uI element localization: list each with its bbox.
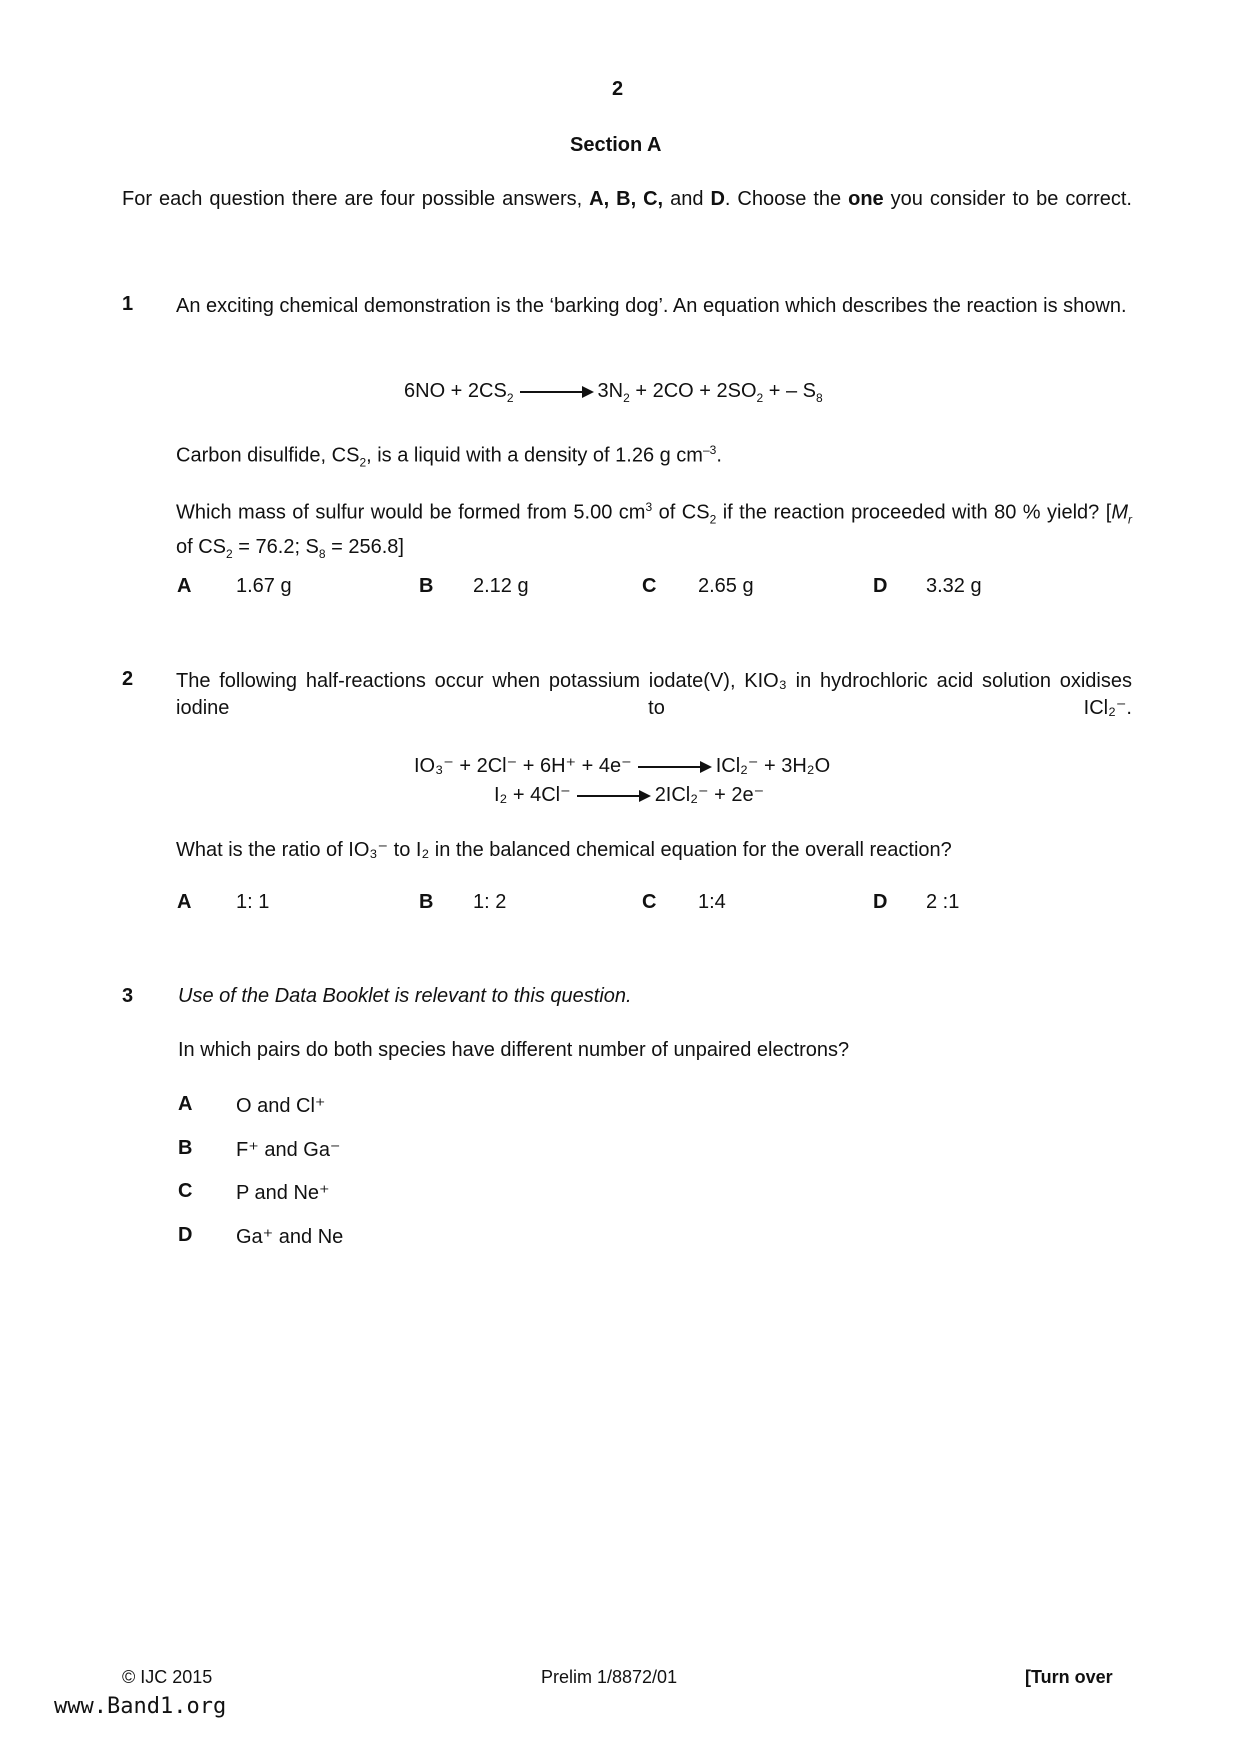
section-title: Section A (570, 134, 662, 156)
option-value: 2.65 g (698, 575, 754, 597)
option-letter: A (178, 1093, 193, 1115)
question-number: 3 (122, 985, 134, 1007)
option-letter: D (873, 575, 888, 597)
watermark: www.Band1.org (54, 1694, 227, 1719)
option-value: 2 :1 (926, 891, 960, 913)
data-booklet-note: Use of the Data Booklet is relevant to this question. (178, 985, 632, 1007)
option-value: 1: 1 (236, 891, 270, 913)
option-value: O and Cl⁺ (236, 1095, 326, 1117)
question-text: What is the ratio of IO₃⁻ to I₂ in the balanced chemical equation for the overall reaction? (176, 839, 952, 861)
half-equation-1: IO₃⁻ + 2Cl⁻ + 6H⁺ + 4e⁻ ICl₂⁻ + 3H₂O (414, 755, 831, 777)
footer-paper-code: Prelim 1/8872/01 (541, 1667, 678, 1687)
option-value: 3.32 g (926, 575, 982, 597)
option-value: 1:4 (698, 891, 726, 913)
question-stem: An exciting chemical demonstration is the ‘barking dog’. An equation which describes the reaction is shown. (176, 295, 1127, 317)
arrow-icon (638, 766, 710, 768)
density-statement: Carbon disulfide, $CS_2$, is a liquid with a density of 1.26 g $cm^{-3}$. (176, 443, 722, 470)
arrow-icon (577, 795, 649, 797)
instructions: For each question there are four possible answers, A, B, C, and D. Choose the one you consider to be correct. (122, 188, 1132, 210)
option-letter: C (178, 1180, 193, 1202)
option-letter: B (178, 1137, 193, 1159)
footer-copyright: © IJC 2015 (122, 1667, 213, 1687)
option-letter: B (419, 891, 434, 913)
option-letter: A (177, 575, 192, 597)
option-value: Ga⁺ and Ne (236, 1226, 344, 1248)
option-letter: A (177, 891, 192, 913)
option-value: 2.12 g (473, 575, 529, 597)
question-number: 2 (122, 668, 134, 690)
question-number: 1 (122, 293, 134, 315)
question-text: In which pairs do both species have different number of unpaired electrons? (178, 1039, 850, 1061)
option-value: F⁺ and Ga⁻ (236, 1139, 341, 1161)
option-letter: D (873, 891, 888, 913)
page-number: 2 (612, 78, 624, 100)
option-letter: C (642, 575, 657, 597)
footer-turn-over: [Turn over (1025, 1667, 1113, 1687)
arrow-icon (520, 391, 592, 393)
option-value: P and Ne⁺ (236, 1182, 330, 1204)
question-text: Which mass of sulfur would be formed from 5.00 $cm^3$ of $CS_2$ if the reaction proceeded with 80 % yield? [$M_r$ of $CS_2 = 76.2$; $S_8 = 256.8$] (176, 500, 1133, 561)
question-stem: The following half-reactions occur when potassium iodate(V), KIO₃ in hydrochloric acid solution oxidises iodine to ICl₂⁻. (176, 670, 1132, 719)
half-equation-2: I₂ + 4Cl⁻ 2ICl₂⁻ + 2e⁻ (494, 784, 765, 806)
option-value: 1: 2 (473, 891, 507, 913)
option-letter: C (642, 891, 657, 913)
option-letter: B (419, 575, 434, 597)
option-letter: D (178, 1224, 193, 1246)
option-value: 1.67 g (236, 575, 292, 597)
equation: $6NO + 2CS_2$ $3N_2 + 2CO + 2SO_2$ + – $S_8$ (404, 380, 823, 405)
